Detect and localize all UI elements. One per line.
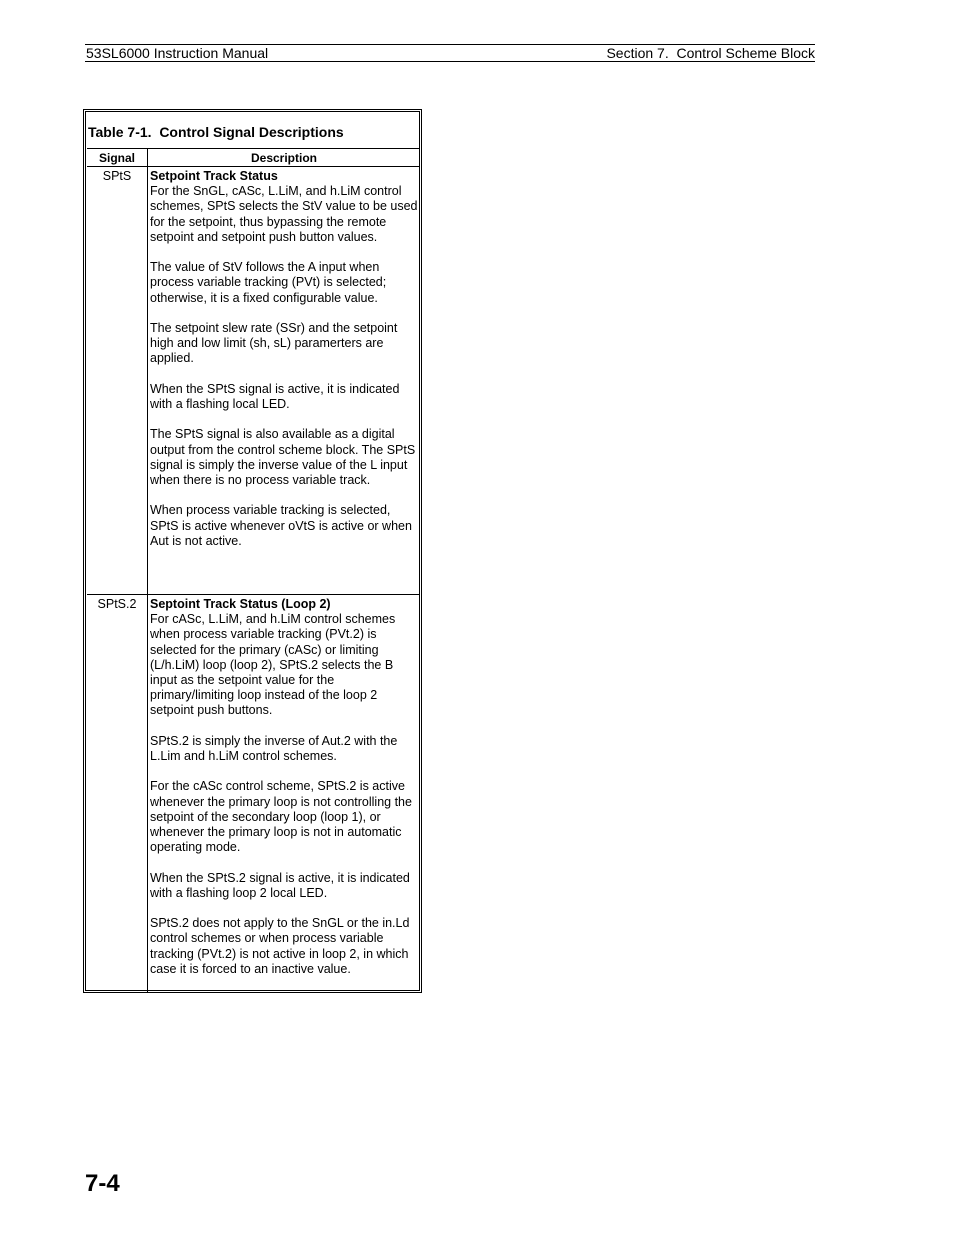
signal-description — [150, 597, 418, 977]
header-manual-title: 53SL6000 Instruction Manual — [86, 45, 269, 61]
column-header-signal: Signal — [98, 151, 135, 165]
description-paragraph: For the cASc control scheme, SPtS.2 is active whenever the primary loop is not controlling the setpoint of the secondary loop (loop 1), or whenever the primary loop is not in automatic operating mode. — [150, 779, 412, 855]
description-paragraph: When the SPtS.2 signal is active, it is indicated with a flashing loop 2 local LED. — [150, 870, 410, 900]
description-paragraph: When process variable tracking is selected, SPtS is active whenever oVtS is active or when Aut is not active. — [150, 503, 412, 548]
column-header-description: Description — [250, 151, 317, 165]
header-divider — [87, 166, 420, 167]
signal-name: SPtS — [102, 169, 132, 183]
table-caption: Table 7-1. Control Signal Descriptions — [88, 124, 344, 140]
page-number: 7-4 — [85, 1170, 120, 1197]
signal-name: SPtS.2 — [97, 597, 137, 611]
description-paragraph: For the SnGL, cASc, L.LiM, and h.LiM control schemes, SPtS selects the StV value to be used for the setpoint, thus bypassing the remote setpoint and setpoint push button values. — [150, 184, 418, 244]
description-paragraph: When the SPtS signal is active, it is indicated with a flashing local LED. — [150, 381, 400, 411]
description-paragraph: The SPtS signal is also available as a digital output from the control scheme block. The SPtS signal is simply the inverse value of the L input when there is no process variable track. — [150, 427, 416, 487]
column-divider — [147, 149, 148, 992]
description-paragraph: The setpoint slew rate (SSr) and the setpoint high and low limit (sh, sL) paramerters are applied. — [150, 321, 398, 366]
description-title: Setpoint Track Status — [150, 169, 278, 183]
description-paragraph: SPtS.2 is simply the inverse of Aut.2 with the L.Lim and h.LiM control schemes. — [150, 733, 398, 764]
description-paragraph: The value of StV follows the A input when process variable tracking (PVt) is selected; otherwise, it is a fixed configurable value. — [150, 260, 387, 305]
description-paragraph: For cASc, L.LiM, and h.LiM control schemes when process variable tracking (PVt.2) is selected for the primary (cASc) or limiting (L/h.LiM) loop (loop 2), SPtS.2 selects the B input as the setpoint value for the primary/limiting loop instead of the loop 2 setpoint push buttons. — [150, 612, 396, 718]
description-title: Septoint Track Status (Loop 2) — [150, 597, 331, 611]
header-rule-bottom — [85, 61, 815, 62]
header-section-title: Section 7. Control Scheme Block — [606, 45, 815, 61]
signal-description — [150, 169, 418, 549]
row-divider — [87, 594, 420, 595]
description-paragraph: SPtS.2 does not apply to the SnGL or the in.Ld control schemes or when process variable tracking (PVt.2) is not active in loop 2, in which case it is forced to an inactive value. — [150, 916, 410, 976]
caption-divider — [87, 148, 420, 149]
